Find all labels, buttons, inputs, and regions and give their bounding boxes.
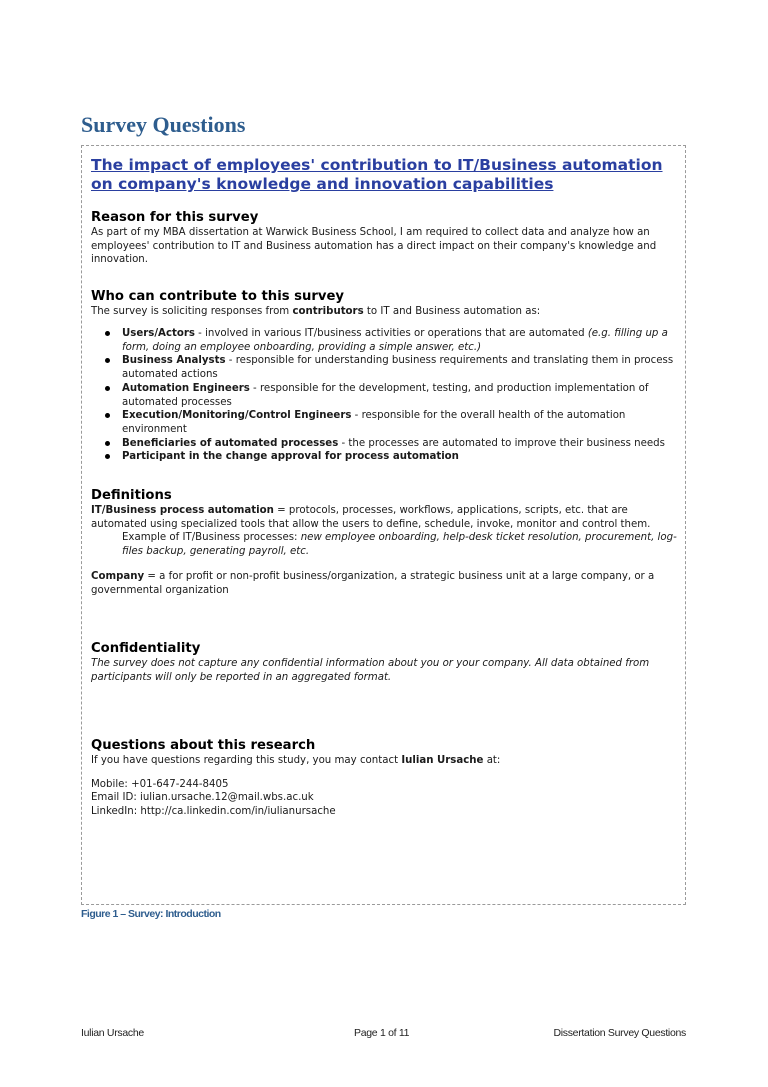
list-item xyxy=(122,382,677,409)
list-item xyxy=(122,327,677,354)
role-name: Business Analysts xyxy=(122,355,226,367)
confidentiality-section xyxy=(91,641,677,684)
def-company: = a for profit or non-profit business/organization, a strategic business unit at a large company, or a governmental organization xyxy=(91,571,655,596)
list-item xyxy=(122,354,677,381)
role-name: Automation Engineers xyxy=(122,382,250,394)
questions-pre: If you have questions regarding this study, you may contact xyxy=(91,755,402,767)
contact-linkedin: LinkedIn: http://ca.linkedin.com/in/iulianursache xyxy=(91,805,336,817)
page-heading: Survey Questions xyxy=(81,112,246,137)
role-desc: - the processes are automated to improve their business needs xyxy=(338,437,665,449)
definition-company xyxy=(91,570,677,597)
role-desc: - responsible for understanding business requirements and translating them in process automated actions xyxy=(122,355,674,381)
confidentiality-heading: Confidentiality xyxy=(91,641,201,657)
example-text: new employee onboarding, help-desk ticket resolution, procurement, log-files backup, generating payroll, etc. xyxy=(122,532,677,557)
list-item xyxy=(122,409,677,436)
who-intro xyxy=(91,305,677,319)
contributor-list xyxy=(91,327,677,464)
who-heading: Who can contribute to this survey xyxy=(91,288,345,304)
questions-section xyxy=(91,738,677,818)
contact-email: Email ID: iulian.ursache.12@mail.wbs.ac.uk xyxy=(91,792,314,804)
reason-text: As part of my MBA dissertation at Warwick Business School, I am required to collect data and analyze how an employees' contribution to IT and Business automation has a direct impact on their company's knowledge and innovation. xyxy=(91,227,657,265)
role-name: Execution/Monitoring/Control Engineers xyxy=(122,410,352,422)
bullet-icon xyxy=(105,386,110,391)
def-automation: = protocols, processes, workflows, applications, scripts, etc. that are automated using specialized tools that allow the users to define, schedule, invoke, monitor and control them. xyxy=(91,505,651,530)
bullet-icon xyxy=(105,413,110,418)
contact-name: Iulian Ursache xyxy=(401,755,484,767)
definitions-section xyxy=(91,488,677,597)
term-company: Company xyxy=(91,571,145,583)
footer-author: Iulian Ursache xyxy=(81,1027,144,1039)
definition-example xyxy=(91,531,677,558)
who-intro-post: to IT and Business automation as: xyxy=(363,305,541,317)
footer-page-number: Page 1 of 11 xyxy=(354,1027,410,1039)
definitions-heading: Definitions xyxy=(91,488,172,504)
bullet-icon xyxy=(105,441,110,446)
role-name: Participant in the change approval for process automation xyxy=(122,451,459,463)
list-item xyxy=(122,437,677,451)
questions-heading: Questions about this research xyxy=(91,738,316,754)
bullet-icon xyxy=(105,331,110,336)
reason-section xyxy=(91,210,677,267)
survey-title: The impact of employees' contribution to IT/Business automation on company's knowledge and innovation capabilities xyxy=(91,156,663,193)
footer-doc-title: Dissertation Survey Questions xyxy=(553,1027,686,1039)
role-desc: - involved in various IT/business activities or operations that are automated xyxy=(194,328,588,339)
confidentiality-text: The survey does not capture any confidential information about you or your company. All data obtained from participants will only be reported in an aggregated format. xyxy=(91,658,650,683)
role-desc: - responsible for the development, testing, and production implementation of automated processes xyxy=(122,382,649,408)
definition-automation xyxy=(91,504,677,531)
who-section xyxy=(91,289,677,465)
reason-heading: Reason for this survey xyxy=(91,210,259,225)
who-intro-bold: contributors xyxy=(292,305,364,317)
list-item xyxy=(122,450,677,464)
role-desc: - responsible for the overall health of the automation environment xyxy=(122,410,626,435)
questions-text xyxy=(91,754,677,768)
who-intro-pre: The survey is soliciting responses from xyxy=(91,305,293,317)
role-note: (e.g. filling up a form, doing an employee onboarding, providing a simple answer, etc.) xyxy=(122,328,668,353)
figure-caption: Figure 1 – Survey: Introduction xyxy=(81,908,221,920)
example-label: Example of IT/Business processes: xyxy=(122,532,301,544)
survey-intro-figure xyxy=(81,145,686,905)
questions-post: at: xyxy=(483,755,501,767)
role-name: Beneficiaries of automated processes xyxy=(122,437,339,449)
contact-mobile: Mobile: +01-647-244-8405 xyxy=(91,778,229,790)
bullet-icon xyxy=(105,454,110,459)
bullet-icon xyxy=(105,358,110,363)
role-name: Users/Actors xyxy=(122,328,195,339)
term-automation: IT/Business process automation xyxy=(91,505,274,517)
